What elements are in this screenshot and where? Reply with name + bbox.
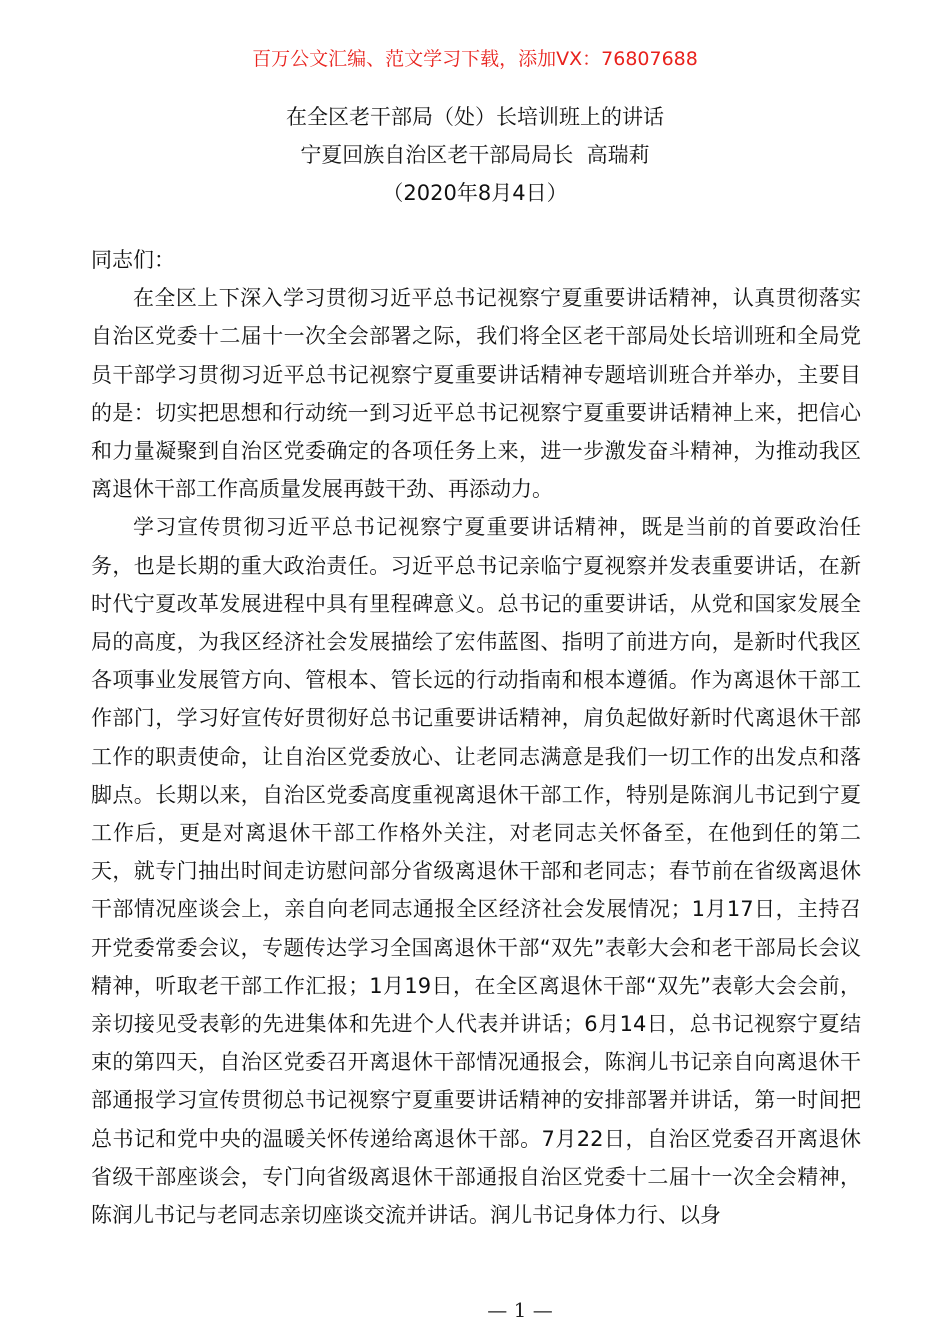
paragraph-1: 在全区上下深入学习贯彻习近平总书记视察宁夏重要讲话精神，认真贯彻落实自治区党委十二届十一次全会部署之际，我们将全区老干部局处长培训班和全局党员干部学习贯彻习近平总书记视察宁夏重要讲话精神专题培训班合并举办，主要目的是：切实把思想和行动统一到习近平总书记视察宁夏重要讲话精神上来，把信心和力量凝聚到自治区党委确定的各项任务上来，进一步激发奋斗精神，为推动我区离退休干部工作高质量发展再鼓干劲、再添动力。 [91,286,861,502]
document-title: 在全区老干部局（处）长培训班上的讲话 [286,105,664,129]
speaker-line: 宁夏回族自治区老干部局局长 高瑞莉 [300,143,650,167]
title-block [0,98,950,212]
document-body [91,241,861,1234]
page-number: — 1 — [487,1298,553,1322]
header-banner: 百万公文汇编、范文学习下载，添加VX：76807688 [252,48,698,70]
salutation: 同志们： [91,248,175,272]
speech-date: （2020年8月4日） [382,181,568,205]
paragraph-2: 学习宣传贯彻习近平总书记视察宁夏重要讲话精神，既是当前的首要政治任务，也是长期的重大政治责任。习近平总书记亲临宁夏视察并发表重要讲话，在新时代宁夏改革发展进程中具有里程碑意义。总书记的重要讲话，从党和国家发展全局的高度，为我区经济社会发展描绘了宏伟蓝图、指明了前进方向，是新时代我区各项事业发展管方向、管根本、管长远的行动指南和根本遵循。作为离退休干部工作部门，学习好宣传好贯彻好总书记重要讲话精神，肩负起做好新时代离退休干部工作的职责使命，让自治区党委放心、让老同志满意是我们一切工作的出发点和落脚点。长期以来，自治区党委高度重视离退休干部工作，特别是陈润儿书记到宁夏工作后，更是对离退休干部工作格外关注，对老同志关怀备至，在他到任的第二天，就专门抽出时间走访慰问部分省级离退休干部和老同志；春节前在省级离退休干部情况座谈会上，亲自向老同志通报全区经济社会发展情况；1月17日，主持召开党委常委会议，专题传达学习全国离退休干部“双先”表彰大会和老干部局长会议精神，听取老干部工作汇报；1月19日，在全区离退休干部“双先”表彰大会会前，亲切接见受表彰的先进集体和先进个人代表并讲话；6月14日，总书记视察宁夏结束的第四天，自治区党委召开离退休干部情况通报会，陈润儿书记亲自向离退休干部通报学习宣传贯彻总书记视察宁夏重要讲话精神的安排部署并讲话，第一时间把总书记和党中央的温暖关怀传递给离退休干部。7月22日，自治区党委召开离退休省级干部座谈会，专门向省级离退休干部通报自治区党委十二届十一次全会精神，陈润儿书记与老同志亲切座谈交流并讲话。润儿书记身体力行、以身 [91,515,861,1228]
